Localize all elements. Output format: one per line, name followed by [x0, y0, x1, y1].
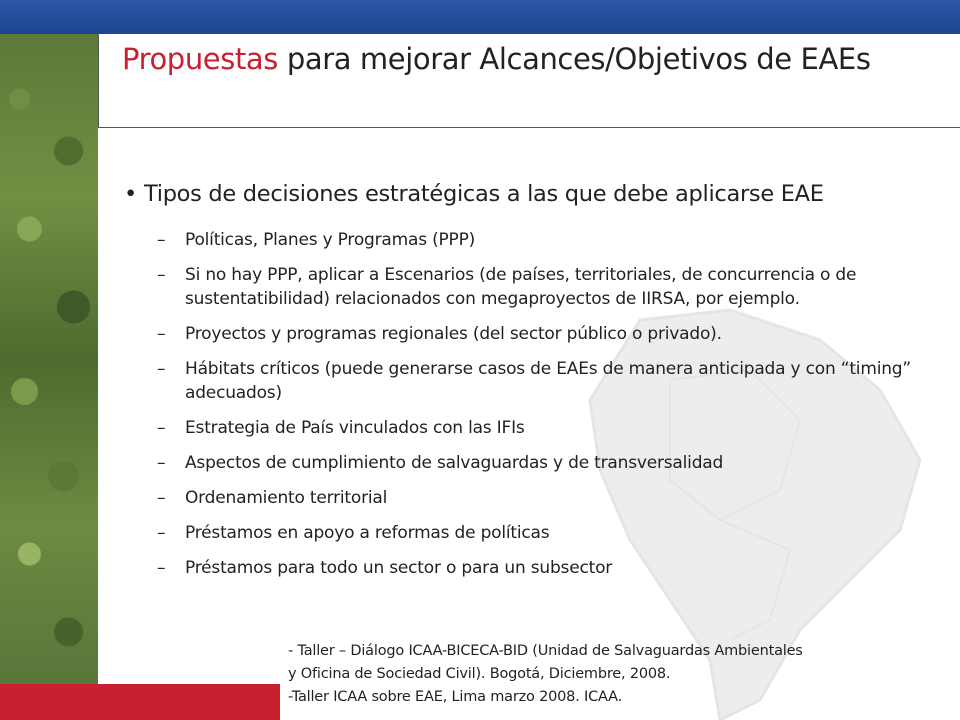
- slide-title: [122, 42, 871, 76]
- dash-symbol: –: [157, 359, 166, 379]
- sub-item-text: Hábitats críticos (puede generarse casos de EAEs de manera anticipada y con “timing” adecuados): [185, 359, 911, 403]
- dash-symbol: –: [157, 230, 166, 250]
- sub-item: [157, 521, 947, 545]
- sub-item-text: Aspectos de cumplimiento de salvaguardas y de transversalidad: [185, 453, 724, 473]
- footnote-line: - Taller – Diálogo ICAA-BICECA-BID (Unidad de Salvaguardas Ambientales: [288, 643, 803, 659]
- red-band: [0, 684, 280, 720]
- bullet-symbol: •: [124, 181, 137, 207]
- main-bullet: [124, 181, 944, 207]
- sub-item: [157, 357, 947, 405]
- sub-item: [157, 451, 947, 475]
- sub-item-text: Préstamos para todo un sector o para un subsector: [185, 558, 613, 578]
- main-bullet-text: Tipos de decisiones estratégicas a las que debe aplicarse EAE: [144, 181, 824, 207]
- sub-item-text: Políticas, Planes y Programas (PPP): [185, 230, 476, 250]
- title-rest: para mejorar Alcances/Objetivos de EAEs: [278, 42, 871, 76]
- sub-item-text: Ordenamiento territorial: [185, 488, 388, 508]
- dash-symbol: –: [157, 523, 166, 543]
- sub-item: [157, 416, 947, 440]
- dash-symbol: –: [157, 488, 166, 508]
- sub-item-text: Si no hay PPP, aplicar a Escenarios (de países, territoriales, de concurrencia o de sustentatibilidad) relacionados con megaproyectos de IIRSA, por ejemplo.: [185, 265, 857, 309]
- sub-item: [157, 322, 947, 346]
- sub-item: [157, 263, 947, 311]
- dash-symbol: –: [157, 453, 166, 473]
- top-bar: [0, 0, 960, 34]
- forest-photo-strip: [0, 34, 98, 684]
- sub-item: [157, 486, 947, 510]
- footnote-line: -Taller ICAA sobre EAE, Lima marzo 2008. ICAA.: [288, 689, 623, 705]
- dash-symbol: –: [157, 265, 166, 285]
- sub-item-text: Estrategia de País vinculados con las IFIs: [185, 418, 525, 438]
- sub-item-text: Préstamos en apoyo a reformas de políticas: [185, 523, 550, 543]
- dash-symbol: –: [157, 418, 166, 438]
- sub-item: [157, 556, 947, 580]
- dash-symbol: –: [157, 324, 166, 344]
- sub-bullet-list: [157, 228, 947, 591]
- sub-item-text: Proyectos y programas regionales (del sector público o privado).: [185, 324, 722, 344]
- sub-item: [157, 228, 947, 252]
- footnote-line: y Oficina de Sociedad Civil). Bogotá, Diciembre, 2008.: [288, 666, 671, 682]
- title-accent: Propuestas: [122, 42, 278, 76]
- footnote: [288, 640, 948, 709]
- dash-symbol: –: [157, 558, 166, 578]
